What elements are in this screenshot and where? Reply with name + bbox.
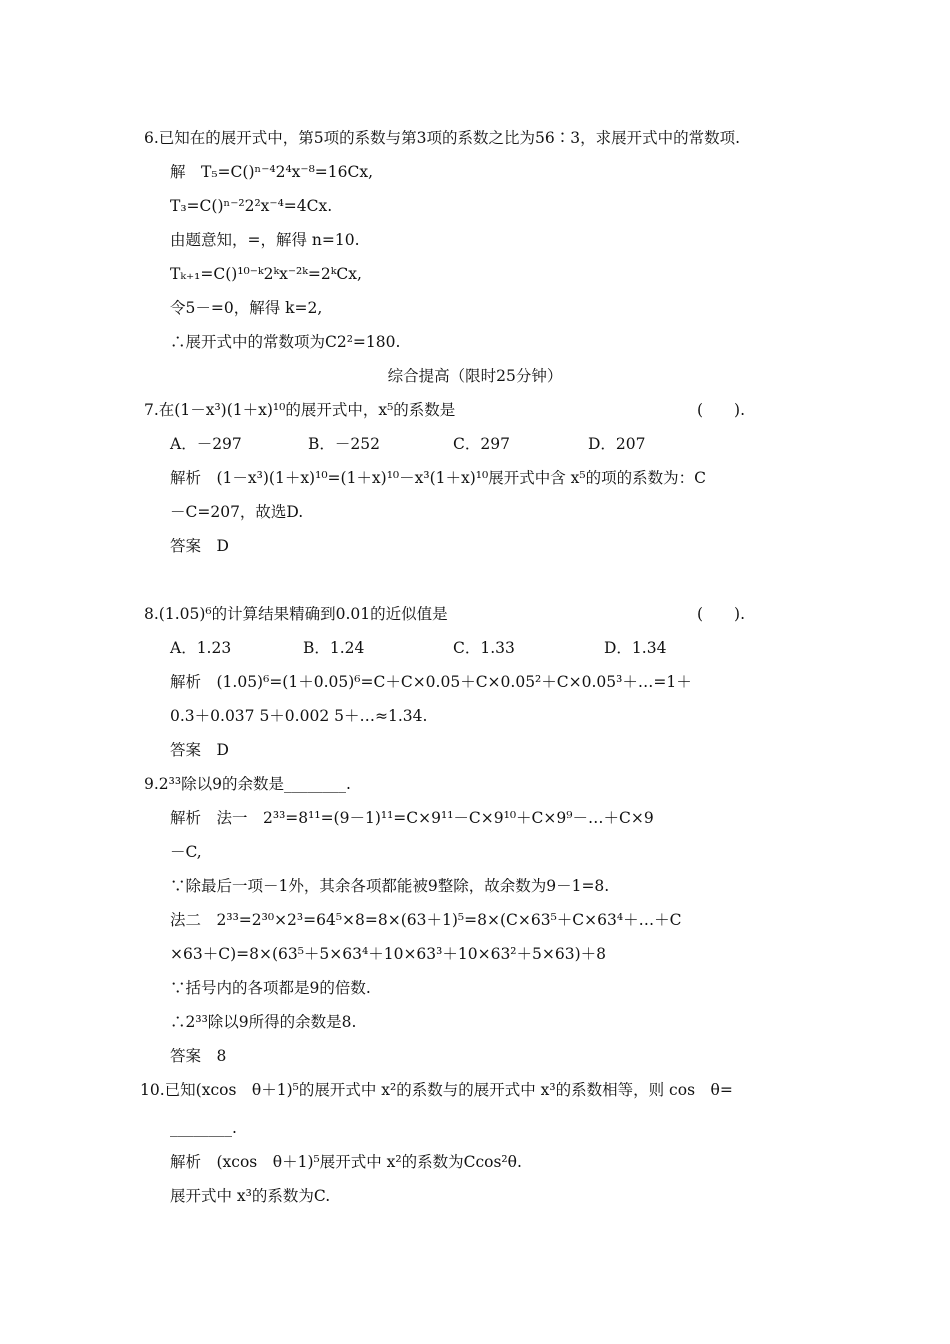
solution-line: 解 T₅=C()ⁿ⁻⁴2⁴x⁻⁸=16Cx, [170,163,374,181]
option-d: D．1.34 [604,639,667,657]
analysis-line: 0.3＋0.037 5＋0.002 5＋…≈1.34. [170,707,428,725]
analysis-line: 解析 法一 2³³=8¹¹=(9－1)¹¹=C×9¹¹－C×9¹⁰＋C×9⁹－…＋C×9 [170,809,654,827]
option-b: B．1.24 [303,639,365,657]
solution-line: ∴展开式中的常数项为C2²=180. [170,333,401,351]
option-c: C．1.33 [453,639,515,657]
option-a: A．－297 [170,435,242,453]
problem-7-number: 7. [144,401,159,419]
problem-7-stem: 7.在(1－x³)(1＋x)¹⁰的展开式中，x⁵的系数是 [144,401,456,419]
problem-10-stem: 10.已知(xcos θ＋1)⁵的展开式中 x²的系数与的展开式中 x³的系数相等，则 cos θ= [140,1081,733,1099]
solution-line: T₃=C()ⁿ⁻²2²x⁻⁴=4Cx. [170,197,333,215]
solution-line: 由题意知，=，解得 n=10. [170,231,360,249]
problem-8-stem: 8.(1.05)⁶的计算结果精确到0.01的近似值是 [144,605,448,623]
section-title: 综合提高（限时25分钟） [387,367,563,385]
analysis-line: ∵括号内的各项都是9的倍数. [170,979,371,997]
option-a: A．1.23 [170,639,232,657]
answer-line: 答案 8 [170,1047,227,1065]
option-c: C．297 [453,435,510,453]
problem-10-number: 10. [140,1081,165,1099]
analysis-line: 解析 (1.05)⁶=(1＋0.05)⁶=C＋C×0.05＋C×0.05²＋C×0.05³＋…=1＋ [170,673,692,691]
problem-8-number: 8. [144,605,159,623]
analysis-line: －C, [170,843,202,861]
analysis-line: 解析 (1－x³)(1＋x)¹⁰=(1＋x)¹⁰－x³(1＋x)¹⁰展开式中含 x⁵的项的系数为：C [170,469,706,487]
solution-line: 令5－=0，解得 k=2, [170,299,323,317]
analysis-line: 解析 (xcos θ＋1)⁵展开式中 x²的系数为Ccos²θ. [170,1153,522,1171]
problem-10-blank: ________. [170,1119,237,1137]
problem-6-number: 6. [144,129,159,147]
analysis-line: ×63＋C)=8×(63⁵＋5×63⁴＋10×63³＋10×63²＋5×63)＋8 [170,945,606,963]
analysis-line: ∵除最后一项－1外，其余各项都能被9整除，故余数为9－1=8. [170,877,610,895]
problem-9-number: 9. [144,775,159,793]
option-b: B．－252 [308,435,380,453]
option-d: D．207 [588,435,646,453]
problem-6-stem: 6.已知在的展开式中，第5项的系数与第3项的系数之比为56∶3，求展开式中的常数项. [144,129,741,147]
solution-line: Tₖ₊₁=C()¹⁰⁻ᵏ2ᵏx⁻²ᵏ=2ᵏCx, [170,265,362,283]
answer-bracket: ( ). [697,605,746,623]
problem-9-stem: 9.2³³除以9的余数是________. [144,775,351,793]
analysis-line: 法二 2³³=2³⁰×2³=64⁵×8=8×(63＋1)⁵=8×(C×63⁵＋C×63⁴＋…＋C [170,911,682,929]
analysis-line: －C=207，故选D. [170,503,304,521]
analysis-line: 展开式中 x³的系数为C. [170,1187,331,1205]
answer-line: 答案 D [170,537,229,555]
answer-bracket: ( ). [697,401,746,419]
analysis-line: ∴2³³除以9所得的余数是8. [170,1013,357,1031]
answer-line: 答案 D [170,741,229,759]
